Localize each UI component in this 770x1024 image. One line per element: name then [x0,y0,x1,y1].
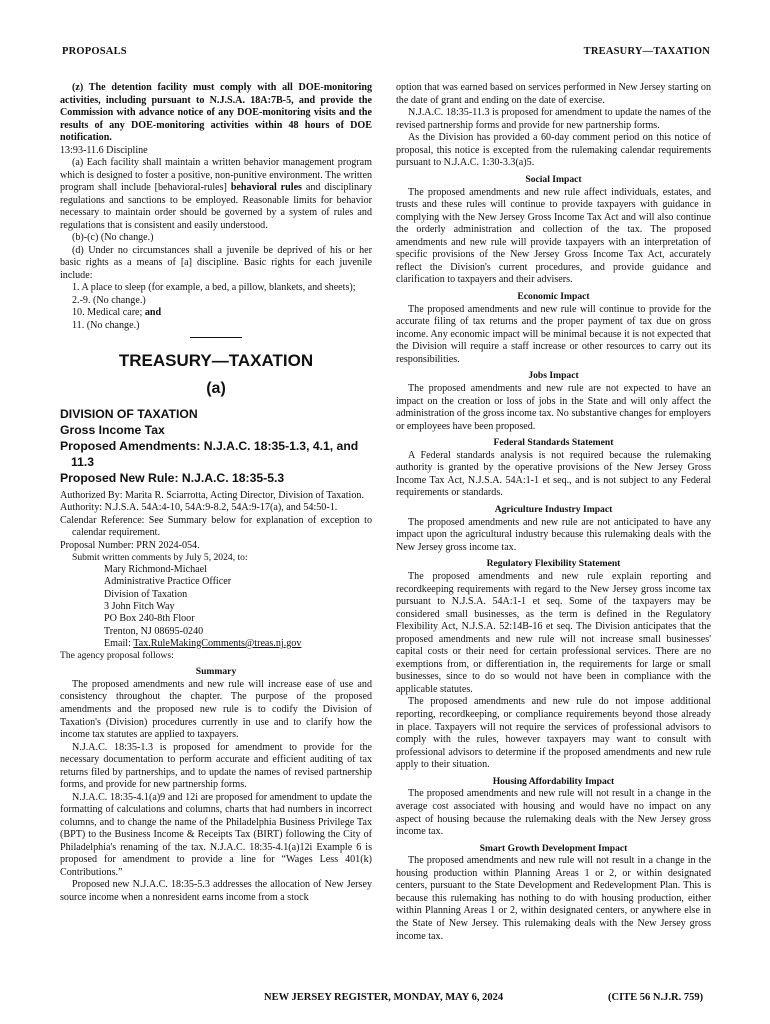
federal-standards-heading: Federal Standards Statement [493,437,614,449]
amendments-heading: Proposed Amendments: N.J.A.C. 18:35-1.3, 4.1, and 11.3 [60,438,359,469]
list-item: 1. A place to sleep (for example, a bed, a pillow, blankets, and sheets); [72,282,356,294]
running-header-left: PROPOSALS [62,46,127,57]
agriculture-impact-heading: Agriculture Industry Impact [494,504,613,515]
text-run: 10. Medical care; [72,307,145,319]
federal-standards-text: A Federal standards analysis is not required because the rulemaking authority is granted by the operative provisions of the New Jersey Gross Income Tax Act, N.J.S.A. 54A:1-1 et seq., and is not subject to any Federal requirements or standards. [396,449,711,499]
address-line: Trenton, NJ 08695-0240 [104,625,204,637]
social-impact-heading: Social Impact [525,173,582,185]
summary-heading: Summary [195,666,237,678]
calendar-reference: Calendar Reference: See Summary below for explanation of exception to calendar requirement. [60,514,372,539]
housing-affordability-text: The proposed amendments and new rule will not result in a change in the average cost associated with housing and would have no impact on any aspect of housing because the rulemaking deals with the New Jersey gross income tax. [396,788,711,838]
social-impact-text: The proposed amendments and new rule affect individuals, estates, and trusts and these rules will continue to provide taxpayers with guidance in complying with the New Jersey Gross Income Tax Act and will also continue the orderly administration and collection of the tax. The proposed amendments and new rule will provide taxpayers with an interpretation of specific provisions of the New Jersey Gross Income Tax Act, accurately reflect the Division's current procedures, and provide guidance and clarification to taxpayers and their advisers. [396,186,711,286]
agriculture-impact-text: The proposed amendments and new rule are not anticipated to have any impact upon the agricultural industry because this rulemaking deals with the New Jersey gross income tax. [396,516,711,553]
item-marker: (a) [206,380,226,398]
footer-register: NEW JERSEY REGISTER, MONDAY, MAY 6, 2024 [264,992,504,1003]
new-rule-heading: Proposed New Rule: N.J.A.C. 18:35-5.3 [60,470,285,485]
authority: Authority: N.J.S.A. 54A:4-10, 54A:9-8.2, 54A:9-17(a), and 54:50-1. [60,502,338,514]
list-item [60,307,372,320]
address-line: Mary Richmond-Michael [104,563,207,575]
section-heading: 13:93-11.6 Discipline [60,144,148,156]
discipline-paragraph-d: (d) Under no circumstances shall a juvenile be deprived of his or her basic rights as a means of [a] discipline. Basic rights for each juvenile include: [60,244,372,281]
proposal-number: Proposal Number: PRN 2024-054. [60,539,200,551]
summary-continued: option that was earned based on services performed in New Jersey starting on the date of grant and ending on the date of exercise. [396,82,711,106]
address-block [60,564,372,650]
regulatory-flexibility-heading: Regulatory Flexibility Statement [486,558,621,570]
running-header-right: TREASURY—TAXATION [583,46,710,57]
jobs-impact-text: The proposed amendments and new rule are not expected to have an impact on the creation or loss of jobs in the State and will only affect the administration of the gross income tax. No substantive changes for employers or employees have been proposed. [396,382,711,432]
right-column [396,82,711,943]
housing-affordability-heading: Housing Affordability Impact [492,775,615,787]
economic-impact-text: The proposed amendments and new rule will continue to provide for the accurate filing of tax returns and the proper payment of tax due on gross income. Any economic impact will be minimal because it is not expected that the Division will require a staff increase or other resources to carry out its responsibilities. [396,303,711,365]
email-line [104,638,372,650]
summary-paragraph: N.J.A.C. 18:35-1.3 is proposed for amendment to provide for the necessary documentation to perform accurate and efficient auditing of tax returns filed by partnerships, and to update the names of revised partnership forms, and provide for new partnership forms. [60,741,372,791]
summary-paragraph: Proposed new N.J.A.C. 18:35-5.3 addresses the allocation of New Jersey source income when a nonresident earns income from a stock [60,879,372,903]
submit-comments: Submit written comments by July 5, 2024, to: [72,552,248,564]
smart-growth-heading: Smart Growth Development Impact [479,842,628,854]
division-heading: DIVISION OF TAXATION [60,407,198,422]
summary-paragraph: N.J.A.C. 18:35-11.3 is proposed for amendment to update the names of the revised partnership forms and provide for new partnership forms. [396,107,711,131]
inserted-text: behavioral rules [230,182,302,194]
regulatory-flexibility-text: The proposed amendments and new rule explain reporting and recordkeeping requirements with regard to the New Jersey gross income tax pursuant to N.J.S.A. 54A:1-1 et seq. Some of the taxpayers may be considered small businesses, as the term is defined in the Regulatory Flexibility Act, N.J.S.A. 52:14B-16 et seq. The Division anticipates that the proposed amendments and new rule will not increase small businesses' capital costs or their need for certain professional services. There are no exemptions from, or differentiation in, the requirements for large or small businesses, since to do so would not have been in compliance with the applicable statutes. [396,571,711,695]
smart-growth-text: The proposed amendments and new rule will not result in a change in the housing production within Planning Areas 1 or 2, or within designated centers, pursuant to the State Development and Redevelopment Plan. This is because this rulemaking has nothing to do with housing production, either within Planning Areas 1 or 2, within designated centers, or anywhere else in the State of New Jersey. This rulemaking deals with the New Jersey gross income tax. [396,855,711,942]
summary-paragraph: N.J.A.C. 18:35-4.1(a)9 and 12i are proposed for amendment to update the formatting of calculations and columns, charts that had numbers in incorrect columns, and to change the name of the Philadelphia Business Privilege Tax (BPT) to the Business Income & Receipts Tax (BIRT) following the City of Philadelphia's renaming of the tax. N.J.A.C. 18:35-4.1(a)12i Example 6 is proposed for amendment to provide a line for “Wages Less 401(k) Contributions.” [60,791,372,878]
authorized-by: Authorized By: Marita R. Sciarrotta, Acting Director, Division of Taxation. [60,489,364,501]
discipline-paragraph-bc: (b)-(c) (No change.) [72,232,154,244]
address-line: 3 John Fitch Way [104,600,175,612]
list-item: 2.-9. (No change.) [72,294,146,306]
agency-proposal-follows: The agency proposal follows: [60,650,174,662]
list-item: 11. (No change.) [72,319,140,331]
discipline-paragraph-a [60,157,372,232]
regulatory-flexibility-text: The proposed amendments and new rule do not impose additional reporting, recordkeeping, or compliance requirements beyond those already in place. Taxpayers will not require the services of professional advisors to comply with the rules, however taxpayers may want to consult with professional advisors to determine if the proposed amendments and new rule apply to their situation. [396,696,711,771]
address-line: Division of Taxation [104,588,188,600]
section-title: TREASURY—TAXATION [118,351,314,371]
inserted-text: and [144,307,162,319]
text-run: (a) Each facility shall maintain a written behavior management program which is designed to foster a positive, non-punitive environment. The written program shall include [behavioral-rules] [60,157,372,194]
jobs-impact-heading: Jobs Impact [528,370,579,382]
summary-paragraph: As the Division has provided a 60-day comment period on this notice of proposal, this notice is excepted from the rulemaking calendar requirements pursuant to N.J.A.C. 1:30-3.3(a)5. [396,132,711,169]
economic-impact-heading: Economic Impact [517,290,590,302]
tax-heading: Gross Income Tax [60,423,165,438]
email-link[interactable]: Tax.RuleMakingComments@treas.nj.gov [133,637,302,649]
summary-paragraph: The proposed amendments and new rule will increase ease of use and consistency throughout the chapter. The purpose of the proposed amendments and the proposed new rule is to codify the Division of Taxation's (Division) procedures currently in use and to clarify how the income tax statutes are applied to taxpayers. [60,678,372,741]
divider [190,337,242,338]
address-line: Administrative Practice Officer [104,576,232,588]
text-run: and disciplinary regulations and sanctions to be employed. Reasonable limits for behavior necessary to maintain order should be governed by a system of rules and regulations that is consistent and easily understood. [60,182,372,231]
footer-cite: (CITE 56 N.J.R. 759) [608,992,704,1003]
address-line: PO Box 240-8th Floor [104,613,195,625]
left-column [60,82,372,904]
detention-facility-paragraph: (z) The detention facility must comply with all DOE-monitoring activities, including pursuant to N.J.S.A. 18A:7B-5, and provide the Commission with advance notice of any DOE-monitoring visits and the results of any DOE-monitoring activities within 48 hours of DOE notification. [60,82,372,144]
email-label: Email: [104,637,134,649]
